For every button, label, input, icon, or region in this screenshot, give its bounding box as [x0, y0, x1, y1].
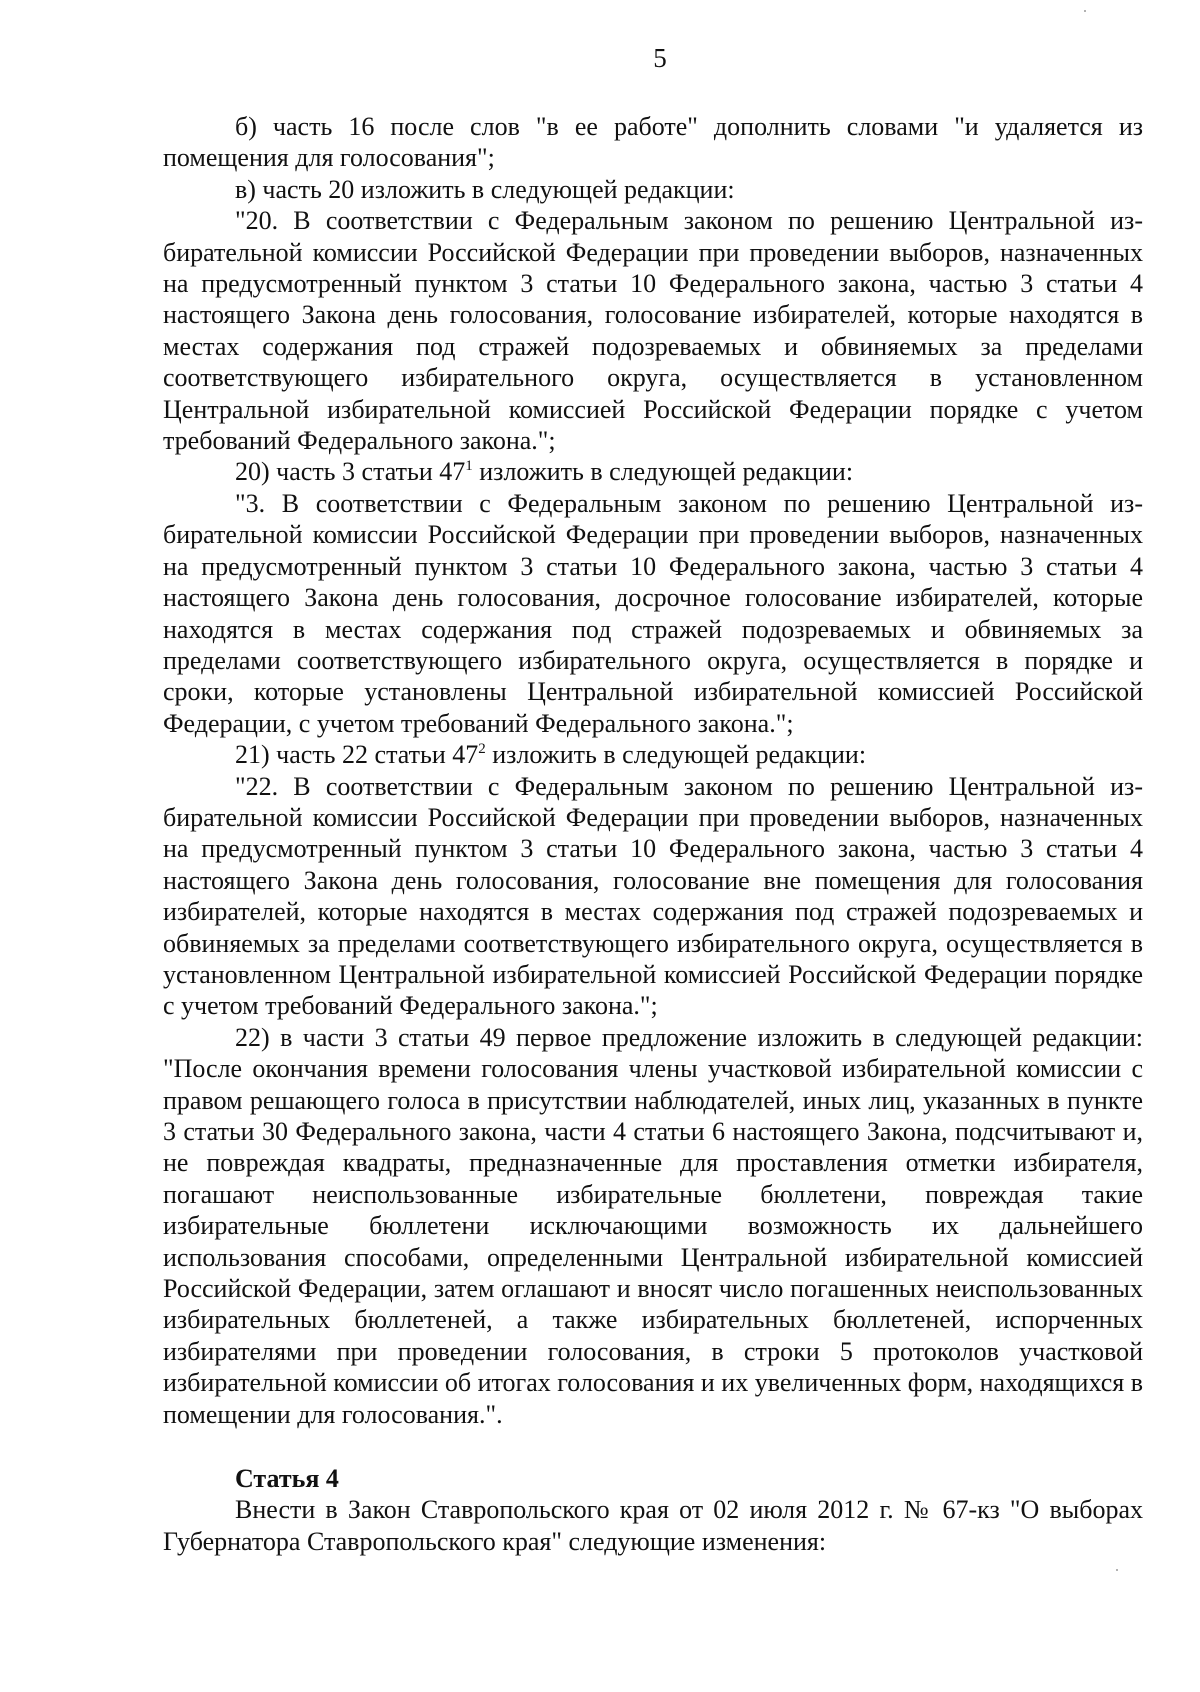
item-21-text-end: изложить в следующей редакции: [485, 740, 867, 770]
item-20-text: 20) часть 3 статьи 47 [235, 457, 466, 487]
scan-speck [1116, 1569, 1118, 1571]
article-heading: Статья 4 [235, 1464, 339, 1494]
item-20-text-end: изложить в следующей редакции: [472, 457, 854, 487]
page-number: 5 [653, 43, 667, 73]
paragraph-quote-part-20: "20. В соответствии с Федеральным законом по решению Центральной избирательной комиссии Российской Федерации при проведении выборов, назначенных на предусмотренный пунктом 3 статьи 10 Федерального закона, частью 3 статьи 4 настоящего Закона день голосования, голосование избирателей, которые находятся в местах содержания под стражей подозреваемых и обвиняемых за пределами соответствующего избирательного округа, осуществляется в установленном Центральной избирательной комиссией Российской Федерации порядке с учетом требований Федерального закона."; [163, 206, 1143, 456]
paragraph-item-21 [163, 739, 1143, 770]
paragraph-quote-part-22: "22. В соответствии с Федеральным законом по решению Центральной избирательной комиссии Российской Федерации при проведении выборов, назначенных на предусмотренный пунктом 3 статьи 10 Федерального закона, частью 3 статьи 4 настоящего Закона день голосования, голосование вне помещения для голосования избирателей, которые находятся в местах содержания под стражей подозреваемых и обвиняемых за пределами соответствующего избирательного округа, осуществляется в установленном Центральной избирательной комиссией Российской Федерации порядке с учетом требований Федерального закона."; [163, 771, 1143, 1021]
scan-speck [1084, 10, 1086, 12]
article-text: Внести в Закон Ставропольского края от 02 июля 2012 г. № 67-кз "О выборах Губернатора Ставропольского края" следующие изменения: [163, 1495, 1143, 1556]
item-20-superscript: 1 [465, 458, 473, 475]
document-body [163, 111, 1143, 1557]
paragraph-item-b: б) часть 16 после слов "в ее работе" дополнить словами "и удаляется из помещения для голосования"; [163, 112, 1143, 173]
paragraph-item-v: в) часть 20 изложить в следующей редакции: [235, 174, 735, 204]
item-21-text: 21) часть 22 статьи 47 [235, 740, 479, 770]
paragraph-item-22: 22) в части 3 статьи 49 первое предложение изложить в следующей редакции: "После окончания времени голосования члены участковой избирательной комиссии с правом решающего голоса в присутствии наблюдателей, иных лиц, указанных в пункте 3 статьи 30 Федерального закона, части 4 статьи 6 настоящего Закона, подсчитывают и, не повреждая квадраты, предназначенные для проставления отметки избирателя, погашают неиспользованные избирательные бюллетени, повреждая такие избирательные бюллетени исключающими возможность их дальнейшего использования способами, определенными Центральной избирательной комиссией Российской Федерации, затем оглашают и вносят число погашенных неиспользованных избирательных бюллетеней, а также избирательных бюллетеней, испорченных избирателями при проведении голосования, в строки 5 протоколов участковой избирательной комиссии об итогах голосования и их увеличенных форм, находящихся в помещении для голосования.". [163, 1022, 1143, 1429]
paragraph-quote-part-3: "3. В соответствии с Федеральным законом по решению Центральной избирательной комиссии Российской Федерации при проведении выборов, назначенных на предусмотренный пунктом 3 статьи 10 Федерального закона, частью 3 статьи 4 настоящего Закона день голосования, досрочное голосование избирателей, которые находятся в местах содержания под стражей подозреваемых и обвиняемых за пределами соответствующего избирательного округа, осуществляется в порядке и сроки, которые установлены Центральной избирательной комиссией Российской Федерации, с учетом требований Федерального закона."; [163, 488, 1143, 738]
item-21-superscript: 2 [478, 741, 486, 758]
paragraph-item-20 [163, 456, 1143, 487]
